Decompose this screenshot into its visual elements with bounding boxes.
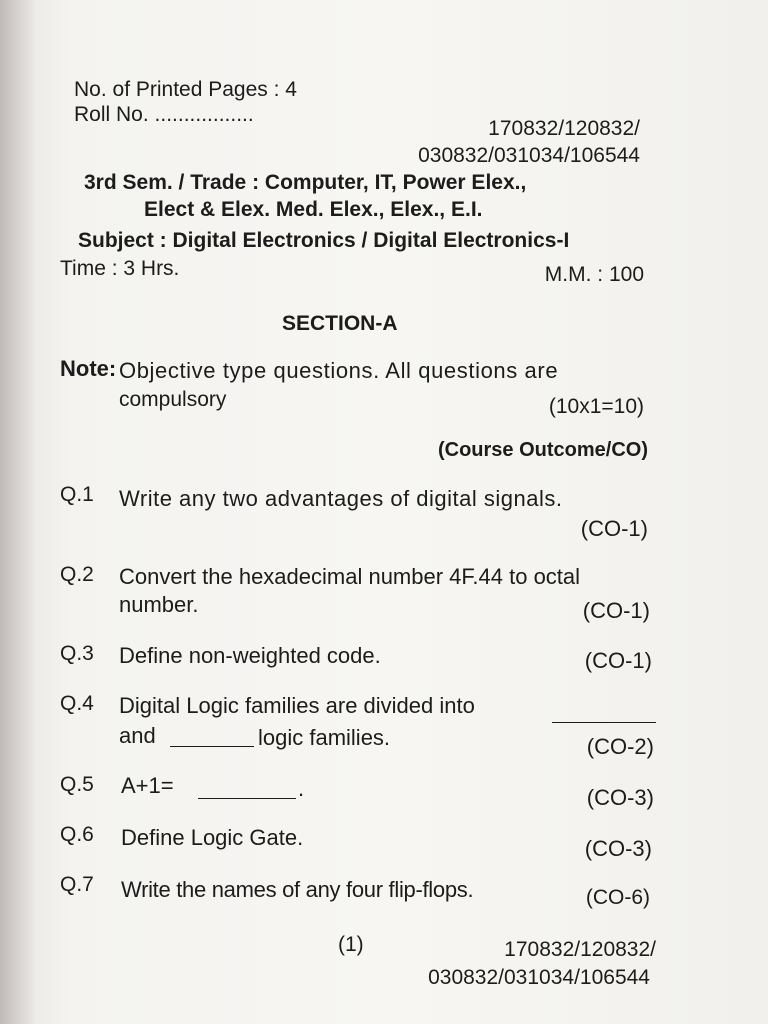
question-number: Q.4 bbox=[60, 692, 94, 715]
note-text-line2: compulsory bbox=[119, 388, 227, 411]
semester-trade-line2: Elect & Elex. Med. Elex., Elex., E.I. bbox=[144, 198, 483, 221]
page-number: (1) bbox=[338, 933, 364, 956]
section-marks: (10x1=10) bbox=[548, 395, 644, 418]
question-co: (CO-1) bbox=[580, 516, 648, 541]
roll-no: Roll No. ................. bbox=[74, 103, 254, 126]
time-allowed: Time : 3 Hrs. bbox=[60, 257, 180, 280]
question-number: Q.7 bbox=[60, 873, 94, 896]
footer-code-line2: 030832/031034/106544 bbox=[428, 966, 650, 989]
question-co: (CO-6) bbox=[585, 886, 650, 909]
question-text-line2-start: and bbox=[119, 723, 156, 748]
question-number: Q.6 bbox=[60, 823, 94, 846]
page-edge-shadow bbox=[0, 0, 36, 1024]
question-text: Convert the hexadecimal number 4F.44 to octal bbox=[119, 564, 581, 589]
co-heading: (Course Outcome/CO) bbox=[437, 439, 648, 461]
question-text: Digital Logic families are divided into bbox=[119, 693, 475, 718]
question-co: (CO-3) bbox=[586, 785, 654, 810]
question-text-line2-end: logic families. bbox=[258, 725, 391, 750]
question-number: Q.1 bbox=[60, 483, 94, 506]
semester-trade-line1: 3rd Sem. / Trade : Computer, IT, Power Elex., bbox=[84, 171, 527, 194]
question-number: Q.2 bbox=[60, 563, 94, 586]
question-co: (CO-3) bbox=[584, 836, 652, 861]
subject-line: Subject : Digital Electronics / Digital Electronics-I bbox=[78, 229, 570, 252]
question-text-line2: number. bbox=[119, 592, 199, 617]
note-text-line1: Objective type questions. All questions are bbox=[119, 358, 559, 383]
max-marks: M.M. : 100 bbox=[544, 263, 644, 286]
question-number: Q.3 bbox=[60, 642, 94, 665]
section-title: SECTION-A bbox=[282, 312, 398, 335]
question-number: Q.5 bbox=[60, 773, 94, 796]
footer-code-line1: 170832/120832/ bbox=[504, 938, 656, 961]
fill-blank-2 bbox=[170, 730, 254, 747]
paper-code-line2: 030832/031034/106544 bbox=[418, 144, 640, 167]
printed-pages: No. of Printed Pages : 4 bbox=[74, 78, 297, 101]
question-text: Define non-weighted code. bbox=[119, 643, 381, 668]
fill-blank-3 bbox=[198, 782, 296, 799]
question-text: A+1= bbox=[121, 773, 174, 798]
question-co: (CO-1) bbox=[584, 648, 652, 673]
question-co: (CO-1) bbox=[582, 598, 650, 623]
note-label: Note: bbox=[60, 356, 117, 381]
question-text: Write any two advantages of digital signals. bbox=[119, 486, 563, 511]
fill-blank-1 bbox=[552, 706, 656, 723]
question-text: Define Logic Gate. bbox=[121, 825, 304, 850]
question-text-end: . bbox=[298, 776, 305, 801]
question-text: Write the names of any four flip-flops. bbox=[121, 877, 474, 902]
paper-code-line1: 170832/120832/ bbox=[488, 117, 640, 140]
question-co: (CO-2) bbox=[586, 734, 654, 759]
